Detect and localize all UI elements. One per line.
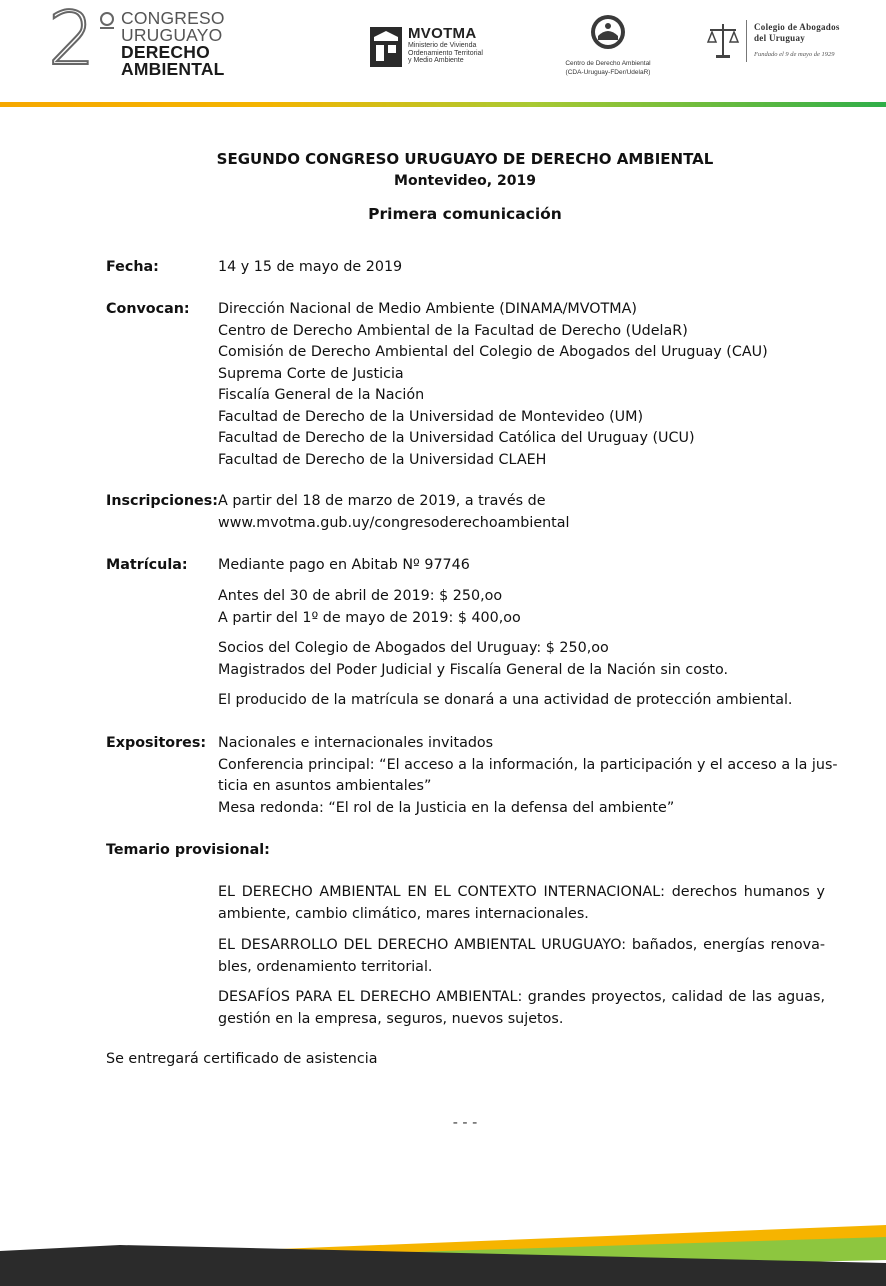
list-item: Suprema Corte de Justicia	[218, 365, 404, 382]
expositores-text	[218, 733, 838, 819]
temario-label: Temario provisional:	[106, 842, 270, 858]
cau-line-1: Colegio de Abogados	[754, 22, 840, 32]
price-after: A partir del 1º de mayo de 2019: $ 400,oo	[218, 609, 521, 626]
inscripciones-label: Inscripciones:	[106, 493, 218, 509]
certificate-note: Se entregará certificado de asistencia	[106, 1051, 378, 1067]
convocan-list	[218, 299, 768, 471]
cda-line-2: (CDA-Uruguay-FDer/UdelaR)	[565, 69, 651, 76]
temario-topic-1: EL DERECHO AMBIENTAL EN EL CONTEXTO INTERNACIONAL: derechos humanos y ambiente, cambio climático, mares internacionales.	[218, 884, 825, 922]
inscripciones-text	[218, 491, 570, 534]
mvotma-name: MVOTMA	[408, 25, 477, 42]
expositores-line-3: ticia en asuntos ambientales”	[218, 778, 432, 794]
mvotma-sub-2: Ordenamiento Territorial	[408, 49, 483, 57]
logo-line-4: AMBIENTAL	[121, 59, 225, 79]
expositores-line-4: Mesa redonda: “El rol de la Justicia en la defensa del ambiente”	[218, 799, 675, 816]
mvotma-sub-1: Ministerio de Vivienda	[408, 42, 477, 49]
price-before: Antes del 30 de abril de 2019: $ 250,oo	[218, 588, 503, 604]
logo-line-2: URUGUAYO	[121, 25, 223, 45]
matricula-prices	[218, 586, 521, 629]
matricula-label: Matrícula:	[106, 557, 188, 573]
inscripciones-url: www.mvotma.gub.uy/congresoderechoambiental	[218, 514, 570, 531]
cau-line-3: Fundado el 9 de mayo de 1929	[754, 51, 835, 58]
footer-band	[0, 1215, 886, 1286]
logo-number: 2	[48, 0, 96, 82]
cda-line-1: Centro de Derecho Ambiental	[565, 60, 651, 67]
list-item: Comisión de Derecho Ambiental del Colegio de Abogados del Uruguay (CAU)	[218, 344, 768, 360]
list-item: Facultad de Derecho de la Universidad CLAEH	[218, 451, 547, 468]
inscripciones-line-1: A partir del 18 de marzo de 2019, a través de	[218, 493, 546, 509]
list-item: Dirección Nacional de Medio Ambiente (DINAMA/MVOTMA)	[218, 301, 637, 317]
convocan-label: Convocan:	[106, 301, 190, 317]
logo-line-3: DERECHO	[121, 42, 210, 62]
end-mark: - - -	[452, 1115, 478, 1131]
fecha-label: Fecha:	[106, 259, 159, 275]
matricula-special	[218, 638, 728, 681]
list-item: Centro de Derecho Ambiental de la Facultad de Derecho (UdelaR)	[218, 322, 688, 339]
fecha-value: 14 y 15 de mayo de 2019	[218, 259, 403, 275]
logo-line-1: CONGRESO	[121, 8, 225, 28]
document-title: SEGUNDO CONGRESO URUGUAYO DE DERECHO AMBIENTAL	[216, 150, 714, 168]
expositores-line-2: Conferencia principal: “El acceso a la información, la participación y el acceso a la jus-	[218, 756, 838, 773]
temario-topic-3: DESAFÍOS PARA EL DERECHO AMBIENTAL: grandes proyectos, calidad de las aguas, gestión en la empresa, seguros, nuevos sujetos.	[218, 989, 825, 1027]
communication-heading: Primera comunicación	[368, 205, 562, 223]
list-item: Facultad de Derecho de la Universidad Católica del Uruguay (UCU)	[218, 430, 695, 446]
cau-line-2: del Uruguay	[754, 33, 806, 43]
matricula-donation: El producido de la matrícula se donará a una actividad de protección ambiental.	[218, 692, 793, 708]
mvotma-sub-3: y Medio Ambiente	[408, 57, 464, 65]
matricula-payment: Mediante pago en Abitab Nº 97746	[218, 557, 470, 573]
temario-topic-2: EL DESARROLLO DEL DERECHO AMBIENTAL URUGUAYO: bañados, energías renova-bles, ordenamiento territorial.	[218, 937, 825, 975]
price-magistrates: Magistrados del Poder Judicial y Fiscalía General de la Nación sin costo.	[218, 661, 729, 678]
document-subtitle: Montevideo, 2019	[394, 173, 536, 189]
expositores-label: Expositores:	[106, 735, 207, 751]
list-item: Facultad de Derecho de la Universidad de Montevideo (UM)	[218, 408, 644, 425]
expositores-line-1: Nacionales e internacionales invitados	[218, 735, 494, 751]
price-members: Socios del Colegio de Abogados del Uruguay: $ 250,oo	[218, 640, 609, 656]
list-item: Fiscalía General de la Nación	[218, 387, 425, 403]
